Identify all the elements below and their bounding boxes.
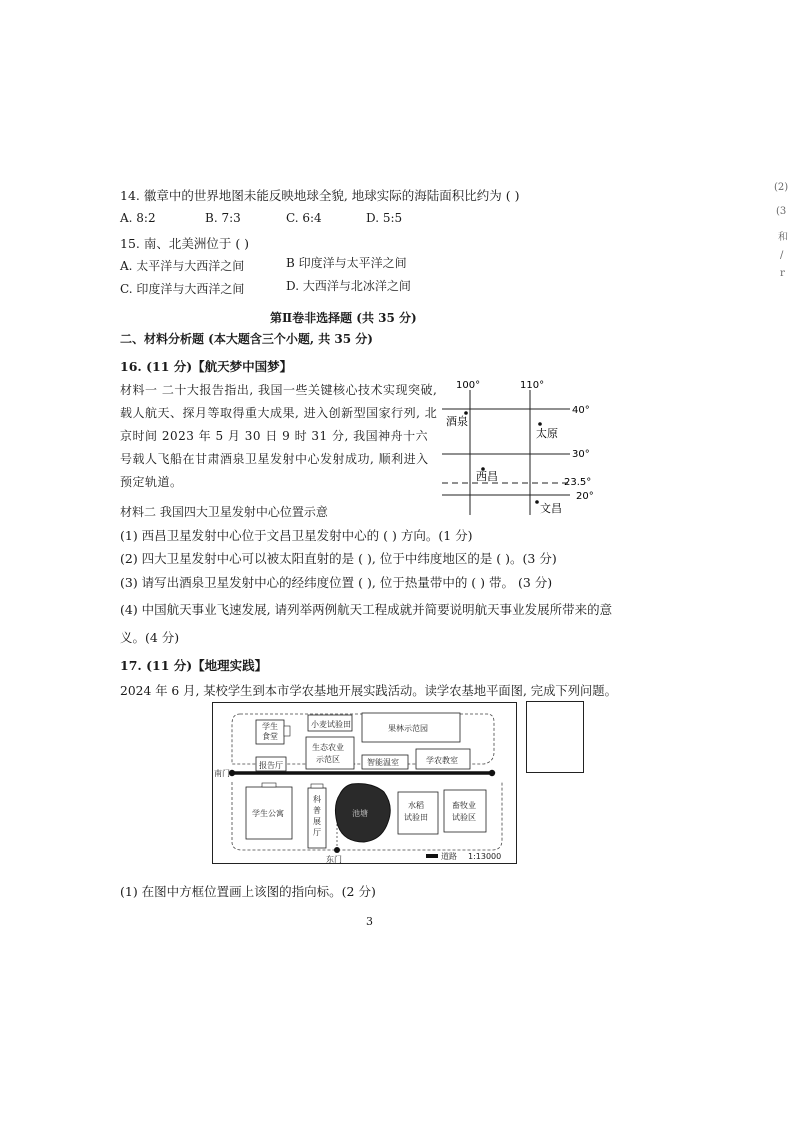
canteen-annex <box>284 726 290 736</box>
q14-option-c: C. 6:4 <box>286 211 322 225</box>
q14-option-b: B. 7:3 <box>205 211 241 225</box>
wenchang-point <box>535 500 539 504</box>
q14-option-a: A. 8:2 <box>120 211 156 225</box>
legend-road-symbol <box>426 854 438 858</box>
margin-mark: 和 <box>778 232 788 243</box>
label-pond: 池塘 <box>352 809 368 818</box>
lat-label-30: 30° <box>572 449 590 460</box>
margin-mark: / <box>780 250 784 261</box>
page-number: 3 <box>366 915 373 928</box>
building-eco-zone <box>306 737 354 769</box>
label-science-hall-3: 展 <box>313 817 321 826</box>
q17-header: 17. (11 分)【地理实践】 <box>120 658 268 673</box>
q16-material-1: 材料一 二十大报告指出, 我国一些关键核心技术实现突破, 载人航天、探月等取得重大成果, 进入创新型国家行列, 北京时间 2023 年 5 月 30 日 9 时 31 分, 我国神舟十六号载人飞船在甘肃酒泉卫星发射中心发射成功, 顺利进入预定轨道。 <box>120 383 438 489</box>
label-eco-zone: 生态农业 <box>312 743 344 752</box>
label-greenhouse: 智能温室 <box>367 758 399 767</box>
lat-label-23-5: 23.5° <box>564 477 592 488</box>
q16-sub3: (3) 请写出酒泉卫星发射中心的经纬度位置 ( ), 位于热量带中的 ( ) 带。 (3 分) <box>120 575 553 590</box>
label-dormitory: 学生公寓 <box>252 809 284 818</box>
label-eco-zone-2: 示范区 <box>316 755 340 764</box>
satellite-center-map <box>430 375 620 520</box>
margin-mark: r <box>780 268 785 279</box>
label-south-gate: 南门 <box>214 769 230 778</box>
q16-sub1: (1) 西昌卫星发射中心位于文昌卫星发射中心的 ( ) 方向。(1 分) <box>120 528 473 543</box>
label-canteen-2: 食堂 <box>262 732 278 741</box>
label-canteen: 学生 <box>262 722 278 731</box>
site-xichang: 西昌 <box>476 470 498 483</box>
q16-header: 16. (11 分)【航天梦中国梦】 <box>120 359 293 374</box>
margin-mark: (2) <box>774 182 789 193</box>
scale-label: 1:13000 <box>468 852 502 861</box>
label-science-hall-2: 普 <box>313 806 321 815</box>
section2-subtitle: 二、材料分析题 (本大题含三个小题, 共 35 分) <box>120 332 373 346</box>
q17-sub1: (1) 在图中方框位置画上该图的指向标。(2 分) <box>120 884 376 899</box>
lat-label-40: 40° <box>572 405 590 416</box>
farm-base-plan <box>212 702 517 864</box>
section2-title: 第Ⅱ卷非选择题 (共 35 分) <box>270 311 417 325</box>
q14-stem: 14. 徽章中的世界地图未能反映地球全貌, 地球实际的海陆面积比约为 ( ) <box>120 188 520 203</box>
label-wheat-field: 小麦试验田 <box>311 720 351 729</box>
q16-sub4-line2: 义。(4 分) <box>120 630 180 645</box>
building-livestock-zone <box>444 790 486 832</box>
q15-stem: 15. 南、北美洲位于 ( ) <box>120 236 250 251</box>
margin-mark: (3 <box>776 206 787 217</box>
label-orchard: 果林示范园 <box>388 724 428 733</box>
main-road-end-marker <box>489 770 495 776</box>
lon-label-100: 100° <box>456 380 481 391</box>
label-livestock-zone: 畜牧业 <box>452 801 476 810</box>
label-auditorium: 报告厅 <box>259 761 283 770</box>
lon-label-110: 110° <box>520 380 545 391</box>
label-classroom: 学农教室 <box>426 756 458 765</box>
taiyuan-point <box>538 422 542 426</box>
site-jiuquan: 酒泉 <box>446 415 468 428</box>
east-gate-marker <box>334 847 340 853</box>
label-east-gate: 东门 <box>326 855 342 864</box>
q16-sub4-line1: (4) 中国航天事业飞速发展, 请列举两例航天工程成就并简要说明航天事业发展所带来的意 <box>120 602 613 617</box>
site-wenchang: 文昌 <box>540 502 562 515</box>
label-rice-field: 水稻 <box>408 801 424 810</box>
north-arrow-box[interactable] <box>526 701 584 773</box>
q17-intro: 2024 年 6 月, 某校学生到本市学农基地开展实践活动。读学农基地平面图, 完成下列问题。 <box>120 684 617 698</box>
legend-road-label: 道路 <box>441 852 457 861</box>
label-rice-field-2: 试验田 <box>404 813 428 822</box>
q16-material-2: 材料二 我国四大卫星发射中心位置示意 <box>120 505 328 519</box>
site-taiyuan: 太原 <box>536 427 558 440</box>
q14-option-d: D. 5:5 <box>366 211 403 225</box>
q15-option-b: B 印度洋与太平洋之间 <box>286 256 407 270</box>
dormitory-entrance <box>262 783 276 787</box>
lat-label-20: 20° <box>576 491 594 502</box>
q15-option-a: A. 太平洋与大西洋之间 <box>120 259 245 273</box>
q16-sub2: (2) 四大卫星发射中心可以被太阳直射的是 ( ), 位于中纬度地区的是 ( )。(3 分) <box>120 551 557 566</box>
science-hall-entrance <box>311 784 323 788</box>
q15-option-d: D. 大西洋与北冰洋之间 <box>286 279 411 293</box>
label-livestock-zone-2: 试验区 <box>452 813 476 822</box>
q15-option-c: C. 印度洋与大西洋之间 <box>120 282 245 296</box>
label-science-hall-1: 科 <box>313 795 321 804</box>
label-science-hall-4: 厅 <box>313 828 321 837</box>
